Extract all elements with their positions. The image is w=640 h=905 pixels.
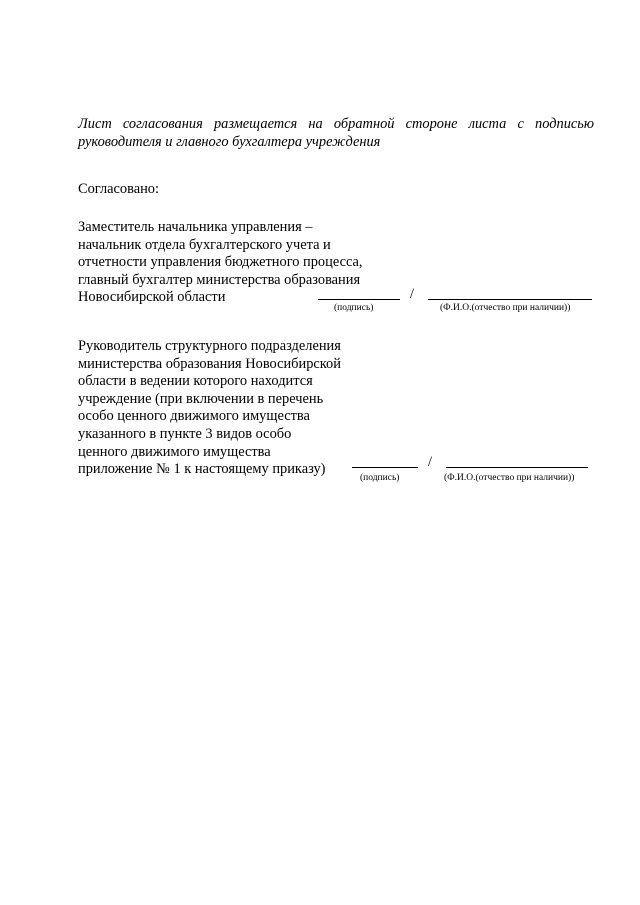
approver-2-title-line: министерства образования Новосибирской (78, 355, 341, 372)
approver-1-title-line: начальник отдела бухгалтерского учета и (78, 236, 331, 253)
approver-1-name-line (428, 299, 592, 300)
approver-2-title-line: учреждение (при включении в перечень (78, 390, 324, 407)
approver-2-title-line: указанного в пункте 3 видов особо (78, 425, 292, 442)
approver-2-title-line: области в ведении которого находится (78, 373, 313, 390)
approver-1-name-caption: (Ф.И.О.(отчество при наличии)) (440, 303, 571, 313)
approver-1-title-line: отчетности управления бюджетного процесса, (78, 254, 363, 271)
approver-2-title (78, 338, 341, 479)
approver-1-title-line: главный бухгалтер министерства образования (78, 271, 361, 288)
approver-1-signature-caption: (подпись) (334, 303, 374, 313)
approver-2-title-line: Руководитель структурного подразделения (78, 338, 341, 354)
approver-2-title-line: особо ценного движимого имущества (78, 408, 310, 425)
approver-1-signature-line (318, 299, 400, 300)
approver-2-signature-line (352, 467, 418, 468)
approver-1-title-line: Заместитель начальника управления – (78, 219, 313, 235)
approver-2-name-caption: (Ф.И.О.(отчество при наличии)) (444, 473, 575, 483)
placement-note: Лист согласования размещается на обратной стороне листа с подписью руководителя и главного бухгалтера учреждения (78, 116, 594, 150)
approver-2-slash: / (428, 454, 432, 470)
agreed-heading: Согласовано: (78, 181, 160, 197)
approver-1-title (78, 219, 363, 307)
approver-2-title-line: ценного движимого имущества (78, 443, 271, 460)
approver-2-signature-caption: (подпись) (360, 473, 400, 483)
approver-2-title-line: приложение № 1 к настоящему приказу) (78, 461, 326, 478)
approver-2-name-line (446, 467, 588, 468)
approver-1-slash: / (410, 286, 414, 302)
approver-1-title-line: Новосибирской области (78, 289, 226, 306)
